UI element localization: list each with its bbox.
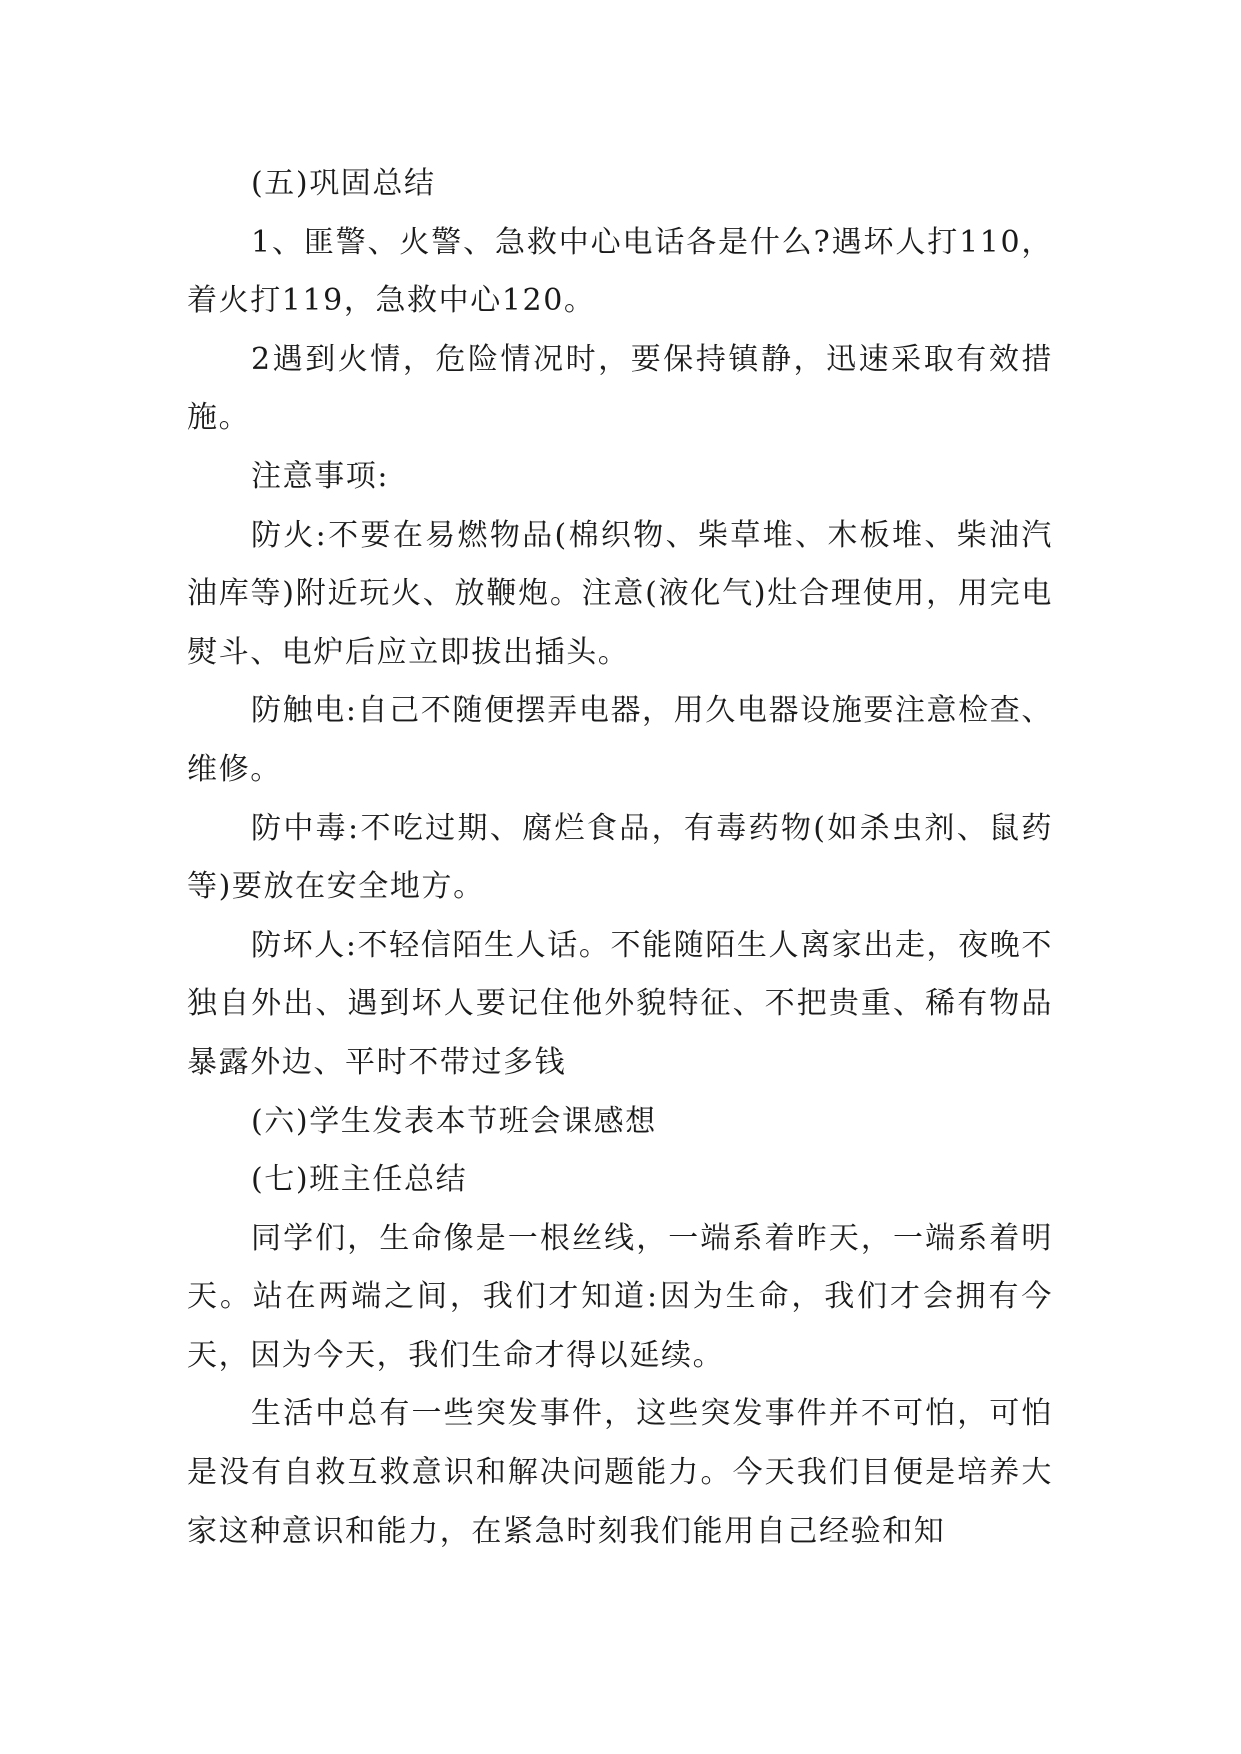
paragraph-notes-heading: 注意事项: — [251, 458, 390, 494]
paragraph-section-7-heading: (七)班主任总结 — [251, 1162, 468, 1198]
paragraph-section-6-heading: (六)学生发表本节班会课感想 — [251, 1103, 657, 1139]
document-body — [187, 155, 1053, 1561]
paragraph-teacher-summary-2: 生活中总有一些突发事件，这些突发事件并不可怕，可怕是没有自救互救意识和解决问题能力。今天我们目便是培养大家这种意识和能力，在紧急时刻我们能用自己经验和知 — [187, 1396, 1053, 1549]
paragraph-stranger-safety: 防坏人:不轻信陌生人话。不能随陌生人离家出走，夜晚不独自外出、遇到坏人要记住他外貌特征、不把贵重、稀有物品暴露外边、平时不带过多钱 — [187, 927, 1053, 1080]
paragraph-emergency-numbers: 1、匪警、火警、急救中心电话各是什么?遇坏人打110，着火打119，急救中心120。 — [187, 224, 1053, 319]
paragraph-teacher-summary-1: 同学们，生命像是一根丝线，一端系着昨天，一端系着明天。站在两端之间，我们才知道:因为生命，我们才会拥有今天，因为今天，我们生命才得以延续。 — [187, 1220, 1053, 1373]
paragraph-section-5-heading: (五)巩固总结 — [251, 166, 436, 201]
paragraph-stay-calm: 2遇到火情，危险情况时，要保持镇静，迅速采取有效措施。 — [187, 341, 1053, 436]
paragraph-poison-prevention: 防中毒:不吃过期、腐烂食品，有毒药物(如杀虫剂、鼠药等)要放在安全地方。 — [187, 810, 1053, 905]
paragraph-electric-safety: 防触电:自己不随便摆弄电器，用久电器设施要注意检查、维修。 — [187, 693, 1053, 787]
paragraph-fire-prevention: 防火:不要在易燃物品(棉织物、柴草堆、木板堆、柴油汽油库等)附近玩火、放鞭炮。注意(液化气)灶合理使用，用完电熨斗、电炉后应立即拔出插头。 — [187, 517, 1053, 670]
